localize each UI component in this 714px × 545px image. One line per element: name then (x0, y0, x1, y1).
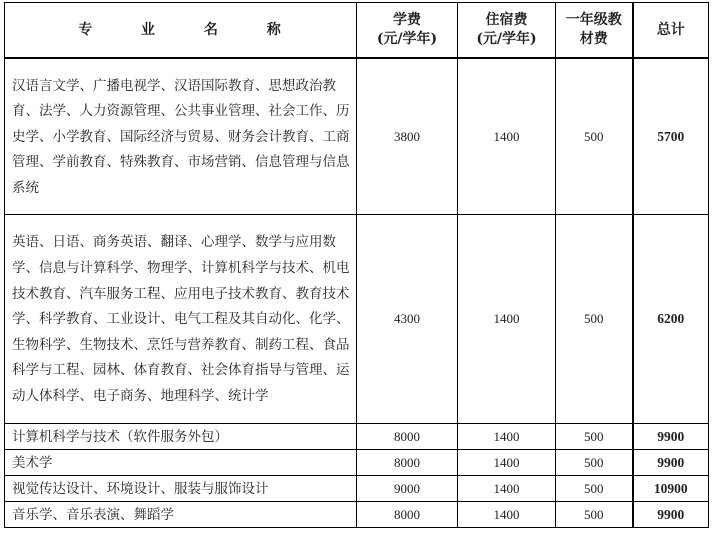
table-row (5, 424, 709, 450)
dorm-cell: 1400 (458, 58, 556, 215)
header-row (5, 3, 709, 59)
majors-cell: 音乐学、音乐表演、舞蹈学 (5, 502, 357, 528)
total-cell: 9900 (633, 502, 709, 528)
books-cell: 500 (556, 424, 633, 450)
total-cell: 9900 (633, 450, 709, 476)
majors-cell: 视觉传达设计、环境设计、服装与服饰设计 (5, 476, 357, 502)
majors-cell: 英语、日语、商务英语、翻译、心理学、数学与应用数学、信息与计算科学、物理学、计算机科学与技术、机电技术教育、汽车服务工程、应用电子技术教育、教育技术学、科学教育、工业设计、电气工程及其自动化、化学、生物科学、生物技术、烹饪与营养教育、制药工程、食品科学与工程、园林、体育教育、社会体育指导与管理、运动人体科学、电子商务、地理科学、统计学 (5, 215, 357, 424)
table-row (5, 476, 709, 502)
books-cell: 500 (556, 502, 633, 528)
dorm-cell: 1400 (458, 476, 556, 502)
table-row (5, 58, 709, 215)
table-row (5, 502, 709, 528)
books-cell: 500 (556, 215, 633, 424)
tuition-cell: 8000 (357, 424, 458, 450)
dorm-cell: 1400 (458, 450, 556, 476)
books-cell: 500 (556, 450, 633, 476)
majors-cell: 计算机科学与技术（软件服务外包） (5, 424, 357, 450)
table-row (5, 215, 709, 424)
header-total: 总计 (633, 3, 709, 59)
tuition-cell: 4300 (357, 215, 458, 424)
total-cell: 6200 (633, 215, 709, 424)
total-cell: 10900 (633, 476, 709, 502)
total-cell: 5700 (633, 58, 709, 215)
header-major: 专 业 名 称 (5, 3, 357, 59)
dorm-cell: 1400 (458, 215, 556, 424)
books-cell: 500 (556, 58, 633, 215)
header-books: 一年级教 材费 (556, 3, 633, 59)
table-row (5, 450, 709, 476)
dorm-cell: 1400 (458, 502, 556, 528)
majors-cell: 汉语言文学、广播电视学、汉语国际教育、思想政治教育、法学、人力资源管理、公共事业管理、社会工作、历史学、小学教育、国际经济与贸易、财务会计教育、工商管理、学前教育、特殊教育、市场营销、信息管理与信息系统 (5, 58, 357, 215)
total-cell: 9900 (633, 424, 709, 450)
tuition-cell: 8000 (357, 450, 458, 476)
majors-cell: 美术学 (5, 450, 357, 476)
header-tuition: 学费 (元/学年) (357, 3, 458, 59)
tuition-cell: 3800 (357, 58, 458, 215)
books-cell: 500 (556, 476, 633, 502)
fee-table (4, 2, 709, 528)
header-dorm: 住宿费 (元/学年) (458, 3, 556, 59)
tuition-cell: 9000 (357, 476, 458, 502)
dorm-cell: 1400 (458, 424, 556, 450)
tuition-cell: 8000 (357, 502, 458, 528)
